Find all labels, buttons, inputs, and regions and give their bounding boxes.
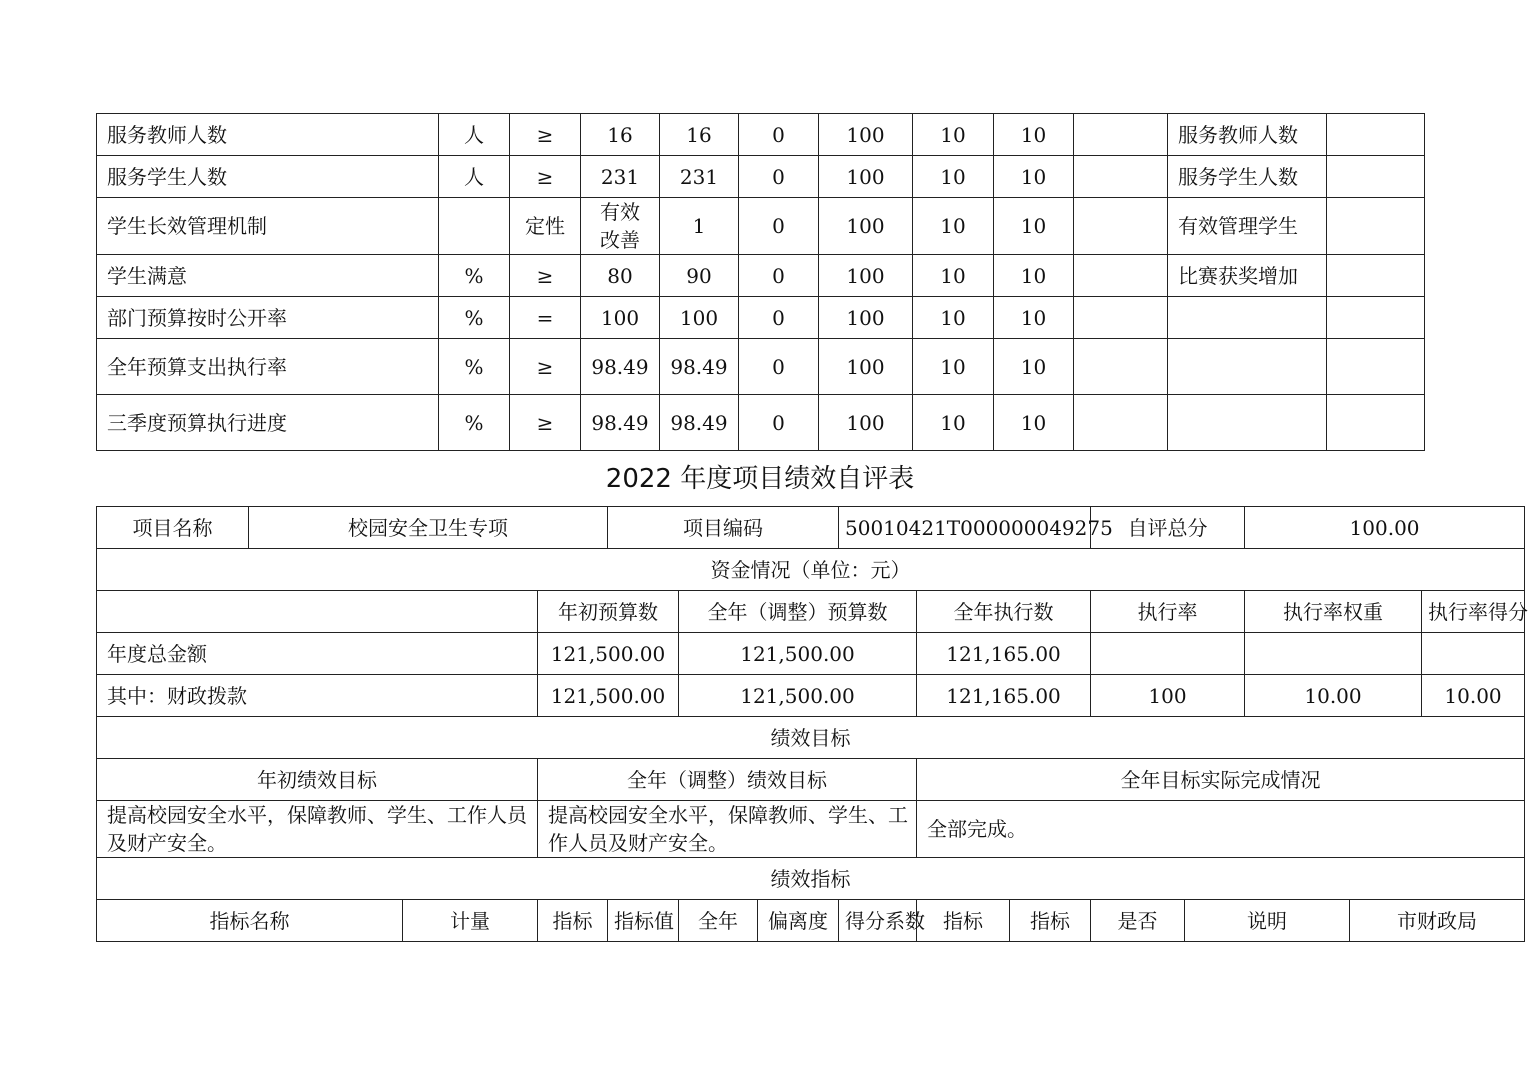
score: 10 [994,339,1074,395]
fiscal-executed: 121,165.00 [917,675,1091,717]
fiscal-label: 其中：财政拨款 [97,675,538,717]
weight: 10 [913,114,994,156]
fiscal-initial: 121,500.00 [538,675,679,717]
score: 10 [994,156,1074,198]
score-coef: 100 [819,395,913,451]
fiscal-rate-score: 10.00 [1422,675,1525,717]
indicator-name: 学生长效管理机制 [97,198,439,255]
indicator-header: 是否 [1091,900,1185,942]
extra [1327,255,1425,297]
operator: = [510,297,581,339]
project-name: 校园安全卫生专项 [249,507,608,549]
score: 10 [994,114,1074,156]
score-coef: 100 [819,198,913,255]
total-adjusted: 121,500.00 [679,633,917,675]
table-row [97,297,1425,339]
flag [1074,395,1168,451]
note: 服务学生人数 [1168,156,1327,198]
target-value: 231 [581,156,660,198]
unit: % [439,255,510,297]
indicator-header: 全年 [679,900,758,942]
indicator-name: 三季度预算执行进度 [97,395,439,451]
score: 10 [994,395,1074,451]
deviation: 0 [739,395,819,451]
extra [1327,114,1425,156]
target-value: 100 [581,297,660,339]
fiscal-rate: 100 [1091,675,1245,717]
project-info-row [97,507,1525,549]
indicator-name: 部门预算按时公开率 [97,297,439,339]
actual-value: 98.49 [660,339,739,395]
deviation: 0 [739,198,819,255]
actual-value: 100 [660,297,739,339]
deviation: 0 [739,339,819,395]
total-rate-score [1422,633,1525,675]
score-coef: 100 [819,114,913,156]
indicators-header-row [97,900,1525,942]
note [1168,297,1327,339]
note: 有效管理学生 [1168,198,1327,255]
indicator-name: 服务教师人数 [97,114,439,156]
indicator-header: 市财政局 [1350,900,1525,942]
operator: ≥ [510,255,581,297]
target-value: 98.49 [581,395,660,451]
table-row [97,156,1425,198]
weight: 10 [913,255,994,297]
score-label: 自评总分 [1091,507,1245,549]
unit: % [439,339,510,395]
score-coef: 100 [819,297,913,339]
extra [1327,156,1425,198]
score: 10 [994,198,1074,255]
flag [1074,339,1168,395]
actual-value: 98.49 [660,395,739,451]
total-executed: 121,165.00 [917,633,1091,675]
operator: 定性 [510,198,581,255]
note: 比赛获奖增加 [1168,255,1327,297]
funds-header: 全年（调整）预算数 [679,591,917,633]
goal-header-initial: 年初绩效目标 [97,759,538,801]
total-rate [1091,633,1245,675]
deviation: 0 [739,156,819,198]
flag [1074,297,1168,339]
goal-header-actual: 全年目标实际完成情况 [917,759,1525,801]
weight: 10 [913,198,994,255]
project-self-evaluation-table [96,506,1528,942]
note [1168,395,1327,451]
weight: 10 [913,297,994,339]
operator: ≥ [510,339,581,395]
goals-section-header: 绩效目标 [97,717,1525,759]
indicator-header: 指标名称 [97,900,403,942]
funds-header: 年初预算数 [538,591,679,633]
actual-value: 16 [660,114,739,156]
indicator-name: 全年预算支出执行率 [97,339,439,395]
goal-header-adjusted: 全年（调整）绩效目标 [538,759,917,801]
score: 10 [994,255,1074,297]
target-value: 80 [581,255,660,297]
flag [1074,198,1168,255]
project-code: 50010421T000000049275 [839,507,1091,549]
target-value: 16 [581,114,660,156]
indicator-header: 得分系数 [839,900,917,942]
page-title: 2022 年度项目绩效自评表 [605,464,915,494]
funds-header: 执行率得分 [1422,591,1525,633]
goal-actual: 全部完成。 [917,801,1525,858]
note: 服务教师人数 [1168,114,1327,156]
unit: % [439,395,510,451]
funds-total-row [97,633,1525,675]
score: 10 [994,297,1074,339]
funds-header: 执行率权重 [1245,591,1422,633]
extra [1327,297,1425,339]
indicator-header: 指标 [917,900,1010,942]
total-initial: 121,500.00 [538,633,679,675]
indicator-header: 说明 [1185,900,1350,942]
indicator-header: 计量 [403,900,538,942]
indicator-header: 指标 [538,900,608,942]
indicator-header: 偏离度 [758,900,839,942]
target-value: 有效 改善 [581,198,660,255]
score-coef: 100 [819,255,913,297]
unit [439,198,510,255]
actual-value: 231 [660,156,739,198]
table-row [97,395,1425,451]
deviation: 0 [739,114,819,156]
project-name-label: 项目名称 [97,507,249,549]
goal-initial: 提高校园安全水平，保障教师、学生、工作人员及财产安全。 [97,801,538,858]
operator: ≥ [510,395,581,451]
total-label: 年度总金额 [97,633,538,675]
flag [1074,114,1168,156]
table-row [97,255,1425,297]
extra [1327,339,1425,395]
indicators-section-header: 绩效指标 [97,858,1525,900]
funds-header: 全年执行数 [917,591,1091,633]
fiscal-weight: 10.00 [1245,675,1422,717]
indicator-name: 服务学生人数 [97,156,439,198]
funds-header: 执行率 [1091,591,1245,633]
table-row [97,339,1425,395]
score-coef: 100 [819,339,913,395]
fiscal-adjusted: 121,500.00 [679,675,917,717]
table-row [97,198,1425,255]
weight: 10 [913,156,994,198]
score-coef: 100 [819,156,913,198]
project-code-label: 项目编码 [608,507,839,549]
goals-content-row [97,801,1525,858]
indicator-header: 指标 [1010,900,1091,942]
goals-header-row [97,759,1525,801]
deviation: 0 [739,255,819,297]
operator: ≥ [510,156,581,198]
weight: 10 [913,339,994,395]
actual-value: 1 [660,198,739,255]
funds-section-header: 资金情况（单位：元） [97,549,1525,591]
indicator-header: 指标值 [608,900,679,942]
actual-value: 90 [660,255,739,297]
extra [1327,395,1425,451]
goal-adjusted: 提高校园安全水平，保障教师、学生、工作人员及财产安全。 [538,801,917,858]
target-value: 98.49 [581,339,660,395]
unit: 人 [439,156,510,198]
funds-fiscal-row [97,675,1525,717]
deviation: 0 [739,297,819,339]
unit: 人 [439,114,510,156]
total-score: 100.00 [1245,507,1525,549]
operator: ≥ [510,114,581,156]
extra [1327,198,1425,255]
unit: % [439,297,510,339]
indicator-name: 学生满意 [97,255,439,297]
note [1168,339,1327,395]
table-row [97,114,1425,156]
funds-header-blank [97,591,538,633]
flag [1074,156,1168,198]
weight: 10 [913,395,994,451]
total-weight [1245,633,1422,675]
flag [1074,255,1168,297]
indicator-table-continued [96,113,1425,451]
funds-header-row [97,591,1525,633]
